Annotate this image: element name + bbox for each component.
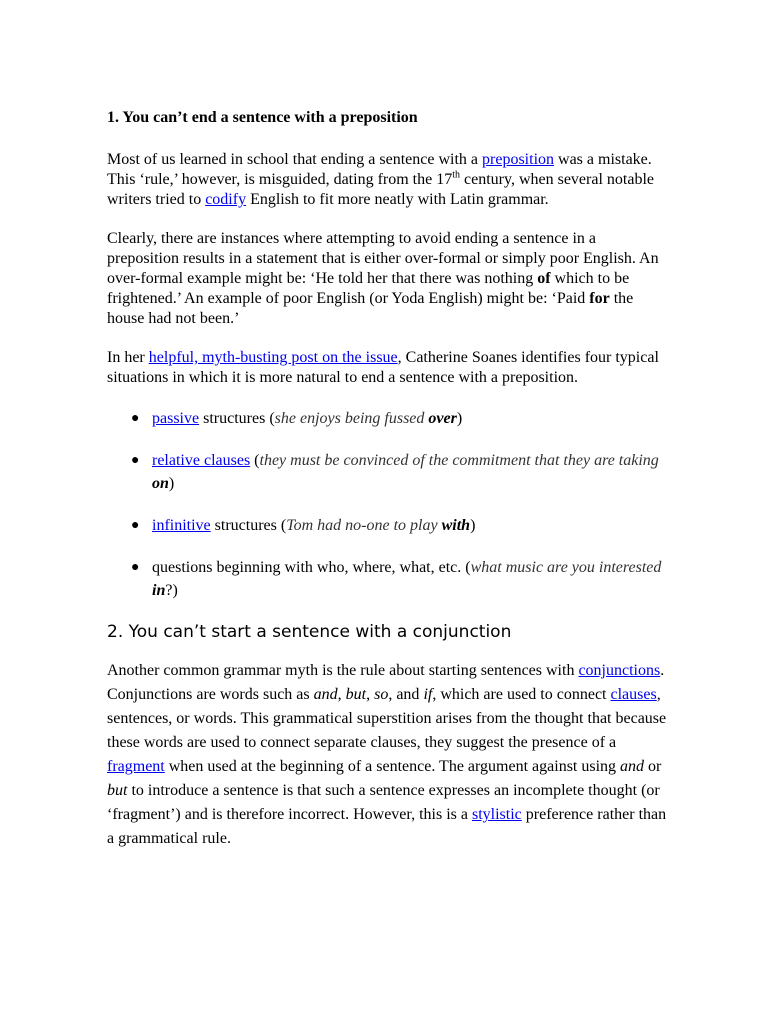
s1-paragraph-1: Most of us learned in school that ending a sentence with a preposition was a mistake. This ‘rule,’ however, is misguided, dating from the 17th century, when several notable writers tried to codify English to fit more neatly with Latin grammar. <box>107 151 654 208</box>
link-passive[interactable]: passive <box>152 410 200 427</box>
list-item: ● relative clauses (they must be convinced of the commitment that they are taking on) <box>107 449 667 495</box>
list-item: ● infinitive structures (Tom had no-one to play with) <box>107 514 667 537</box>
link-clauses[interactable]: clauses <box>610 686 657 703</box>
link-conjunctions[interactable]: conjunctions <box>578 662 661 679</box>
link-codify[interactable]: codify <box>205 191 247 208</box>
article-body <box>107 108 667 870</box>
bullet-icon: ● <box>131 518 140 533</box>
situations-list <box>107 407 667 602</box>
link-preposition[interactable]: preposition <box>482 151 555 168</box>
bullet-icon: ● <box>131 453 140 468</box>
s1-paragraph-3: In her helpful, myth-busting post on the issue, Catherine Soanes identifies four typical situations in which it is more natural to end a sentence with a preposition. <box>107 349 659 386</box>
link-stylistic[interactable]: stylistic <box>471 806 522 823</box>
link-infinitive[interactable]: infinitive <box>152 517 211 534</box>
section-2-heading: 2. You can’t start a sentence with a conjunction <box>107 622 512 642</box>
link-relative-clauses[interactable]: relative clauses <box>152 452 251 469</box>
link-myth-busting-post[interactable]: helpful, myth-busting post on the issue <box>148 349 398 366</box>
bullet-icon: ● <box>131 411 140 426</box>
bullet-icon: ● <box>131 560 140 575</box>
section-1-heading: 1. You can’t end a sentence with a preposition <box>107 109 418 126</box>
s2-paragraph-1: Another common grammar myth is the rule about starting sentences with conjunctions. Conjunctions are words such as and, but, so, and if, which are used to connect clauses, sentences, or words. This grammatical superstition arises from the thought that because these words are used to connect separate clauses, they suggest the presence of a fragment when used at the beginning of a sentence. The argument against using and or but to introduce a sentence is that such a sentence expresses an incomplete thought (or ‘fragment’) and is therefore incorrect. However, this is a stylistic preference rather than a grammatical rule. <box>107 662 667 847</box>
list-item: ● passive structures (she enjoys being fussed over) <box>107 407 667 430</box>
s1-paragraph-2: Clearly, there are instances where attempting to avoid ending a sentence in a preposition results in a statement that is either over-formal or simply poor English. An over-formal example might be: ‘He told her that there was nothing of which to be frightened.’ An example of poor English (or Yoda English) might be: ‘Paid for the house had not been.’ <box>107 230 659 327</box>
list-item: ● questions beginning with who, where, what, etc. (what music are you interested in?) <box>107 556 667 602</box>
link-fragment[interactable]: fragment <box>107 758 165 775</box>
